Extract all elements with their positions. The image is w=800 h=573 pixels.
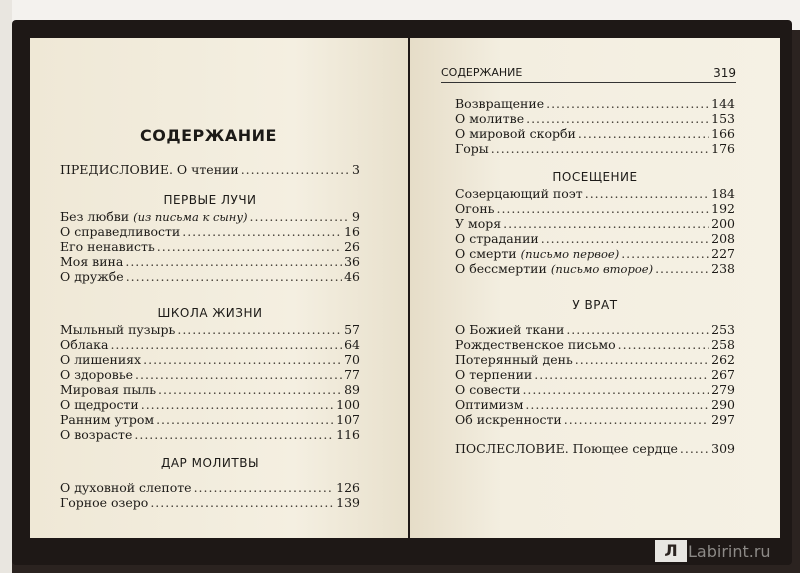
leader-dots	[156, 412, 334, 427]
toc-entry-page: 176	[711, 141, 735, 156]
toc-entry-page: 238	[711, 261, 735, 276]
toc-entry	[60, 495, 360, 510]
toc-entry-title: Горное озеро	[60, 495, 149, 510]
toc-entry-title: Огонь	[455, 201, 495, 216]
toc-entry-title: Оптимизм	[455, 397, 524, 412]
toc-entry	[60, 412, 360, 427]
toc-entry	[60, 209, 360, 224]
leader-dots	[125, 254, 342, 269]
toc-entry-page: 77	[344, 367, 360, 382]
toc-right-list	[455, 96, 735, 456]
toc-entry-page: 64	[344, 337, 360, 352]
section-heading: ПОСЕЩЕНИЕ	[552, 170, 638, 184]
leader-dots	[126, 269, 342, 284]
toc-entry-title: О страдании	[455, 231, 539, 246]
toc-entry	[455, 216, 735, 231]
section-heading: ДАР МОЛИТВЫ	[160, 456, 260, 470]
toc-entry-page: 126	[336, 480, 360, 495]
page-number: 319	[713, 66, 736, 80]
toc-entry-title: Мыльный пузырь	[60, 322, 176, 337]
toc-entry-title: О бессмертии (письмо второе)	[455, 261, 654, 276]
watermark-logo: Л	[655, 540, 687, 562]
toc-entry	[60, 254, 360, 269]
toc-entry	[455, 96, 735, 111]
toc-entry-title: Созерцающий поэт	[455, 186, 583, 201]
watermark-text: Labirint.ru	[688, 542, 771, 561]
leader-dots	[621, 246, 709, 261]
leader-dots	[541, 231, 709, 246]
leader-dots	[150, 495, 334, 510]
toc-entry-title: Его ненависть	[60, 239, 155, 254]
toc-entry	[455, 261, 735, 276]
toc-entry	[60, 322, 360, 337]
toc-entry-page: 279	[711, 382, 735, 397]
toc-entry-page: 290	[711, 397, 735, 412]
toc-entry	[60, 480, 360, 495]
toc-entry	[60, 397, 360, 412]
toc-entry-title: Горы	[455, 141, 489, 156]
toc-entry-title: О духовной слепоте	[60, 480, 192, 495]
toc-entry-title: О возрасте	[60, 427, 133, 442]
toc-entry-page: 26	[344, 239, 360, 254]
toc-entry-page: 89	[344, 382, 360, 397]
toc-entry-title: Потерянный день	[455, 352, 573, 367]
toc-entry-title: Об искренности	[455, 412, 562, 427]
toc-entry	[60, 352, 360, 367]
toc-entry	[60, 427, 360, 442]
toc-entry	[455, 397, 735, 412]
toc-entry-title: О терпении	[455, 367, 533, 382]
toc-entry	[455, 186, 735, 201]
toc-entry-page: 166	[711, 126, 735, 141]
toc-left-list	[60, 140, 360, 510]
leader-dots	[143, 352, 342, 367]
toc-entry	[455, 352, 735, 367]
toc-entry-title: Моя вина	[60, 254, 124, 269]
toc-entry-page: 267	[711, 367, 735, 382]
leader-dots	[157, 239, 342, 254]
toc-entry-page: 16	[344, 224, 360, 239]
toc-entry-title: Без любви (из письма к сыну)	[60, 209, 248, 224]
leader-dots	[177, 322, 342, 337]
toc-entry-title: О щедрости	[60, 397, 139, 412]
toc-entry-title: Ранним утром	[60, 412, 155, 427]
leader-dots	[655, 261, 709, 276]
section-heading: У ВРАТ	[572, 298, 618, 312]
leader-dots	[525, 397, 709, 412]
toc-entry	[455, 382, 735, 397]
toc-entry-page: 144	[711, 96, 735, 111]
toc-entry-title: О Божией ткани	[455, 322, 565, 337]
toc-entry	[455, 367, 735, 382]
toc-entry-title: О мировой скорби	[455, 126, 576, 141]
toc-entry	[455, 246, 735, 261]
toc-entry-title: О лишениях	[60, 352, 142, 367]
toc-entry-page: 262	[711, 352, 735, 367]
toc-entry	[455, 231, 735, 246]
toc-entry-page: 253	[711, 322, 735, 337]
leader-dots	[503, 216, 709, 231]
toc-entry-note: (из письма к сыну)	[133, 210, 248, 224]
leader-dots	[566, 322, 709, 337]
leader-dots	[575, 352, 709, 367]
toc-entry	[455, 412, 735, 427]
toc-entry-note: (письмо первое)	[520, 247, 620, 261]
toc-entry-title: Рождественское письмо	[455, 337, 616, 352]
leader-dots	[491, 141, 709, 156]
toc-entry-title: О здоровье	[60, 367, 134, 382]
toc-entry-title: О молитве	[455, 111, 525, 126]
section-heading: ПЕРВЫЕ ЛУЧИ	[163, 193, 257, 207]
toc-entry-page: 297	[711, 412, 735, 427]
toc-entry-preface	[60, 162, 360, 177]
toc-entry-page: 153	[711, 111, 735, 126]
toc-entry-title: О совести	[455, 382, 521, 397]
toc-entry-page: 36	[344, 254, 360, 269]
leader-dots	[141, 397, 334, 412]
toc-entry-page: 200	[711, 216, 735, 231]
toc-entry-page: 309	[711, 441, 735, 456]
toc-entry	[455, 111, 735, 126]
running-header-title: СОДЕРЖАНИЕ	[441, 66, 523, 79]
toc-entry-page: 192	[711, 201, 735, 216]
leader-dots	[578, 126, 709, 141]
toc-entry-title: О справедливости	[60, 224, 181, 239]
toc-entry-page: 70	[344, 352, 360, 367]
toc-entry-title: ПРЕДИСЛОВИЕ. О чтении	[60, 162, 239, 177]
toc-entry	[60, 337, 360, 352]
toc-entry-page: 9	[352, 209, 360, 224]
toc-entry	[455, 337, 735, 352]
toc-entry	[60, 224, 360, 239]
toc-entry-title: Мировая пыль	[60, 382, 157, 397]
leader-dots	[158, 382, 342, 397]
toc-entry-page: 3	[352, 162, 360, 177]
leader-dots	[680, 441, 709, 456]
toc-entry-title: О смерти (письмо первое)	[455, 246, 620, 261]
leader-dots	[110, 337, 342, 352]
leader-dots	[534, 367, 709, 382]
background-left	[0, 0, 12, 573]
leader-dots	[618, 337, 710, 352]
leader-dots	[546, 96, 709, 111]
toc-entry-title: Возвращение	[455, 96, 545, 111]
toc-entry	[455, 201, 735, 216]
toc-entry-title: ПОСЛЕСЛОВИЕ. Поющее сердце	[455, 441, 678, 456]
toc-entry-title: У моря	[455, 216, 502, 231]
toc-entry-page: 208	[711, 231, 735, 246]
toc-entry	[455, 322, 735, 337]
toc-entry	[455, 126, 735, 141]
toc-entry	[60, 367, 360, 382]
toc-entry-page: 258	[711, 337, 735, 352]
toc-entry	[60, 239, 360, 254]
leader-dots	[135, 367, 342, 382]
toc-entry-page: 227	[711, 246, 735, 261]
toc-entry-page: 57	[344, 322, 360, 337]
leader-dots	[250, 209, 351, 224]
leader-dots	[241, 162, 350, 177]
running-header	[441, 66, 736, 83]
toc-entry-page: 100	[336, 397, 360, 412]
toc-entry-afterword	[455, 441, 735, 456]
toc-entry	[60, 382, 360, 397]
leader-dots	[194, 480, 335, 495]
leader-dots	[496, 201, 709, 216]
leader-dots	[182, 224, 342, 239]
toc-entry-title: О дружбе	[60, 269, 124, 284]
leader-dots	[522, 382, 709, 397]
toc-entry-page: 107	[336, 412, 360, 427]
toc-entry-title: Облака	[60, 337, 109, 352]
toc-entry-page: 116	[336, 427, 360, 442]
toc-entry	[60, 269, 360, 284]
leader-dots	[526, 111, 709, 126]
toc-entry-note: (письмо второе)	[550, 262, 654, 276]
toc-entry-page: 46	[344, 269, 360, 284]
page-title: СОДЕРЖАНИЕ	[140, 126, 277, 145]
section-heading: ШКОЛА ЖИЗНИ	[157, 306, 263, 320]
toc-entry-page: 139	[336, 495, 360, 510]
leader-dots	[564, 412, 709, 427]
toc-entry-page: 184	[711, 186, 735, 201]
toc-entry	[455, 141, 735, 156]
leader-dots	[134, 427, 334, 442]
leader-dots	[585, 186, 709, 201]
